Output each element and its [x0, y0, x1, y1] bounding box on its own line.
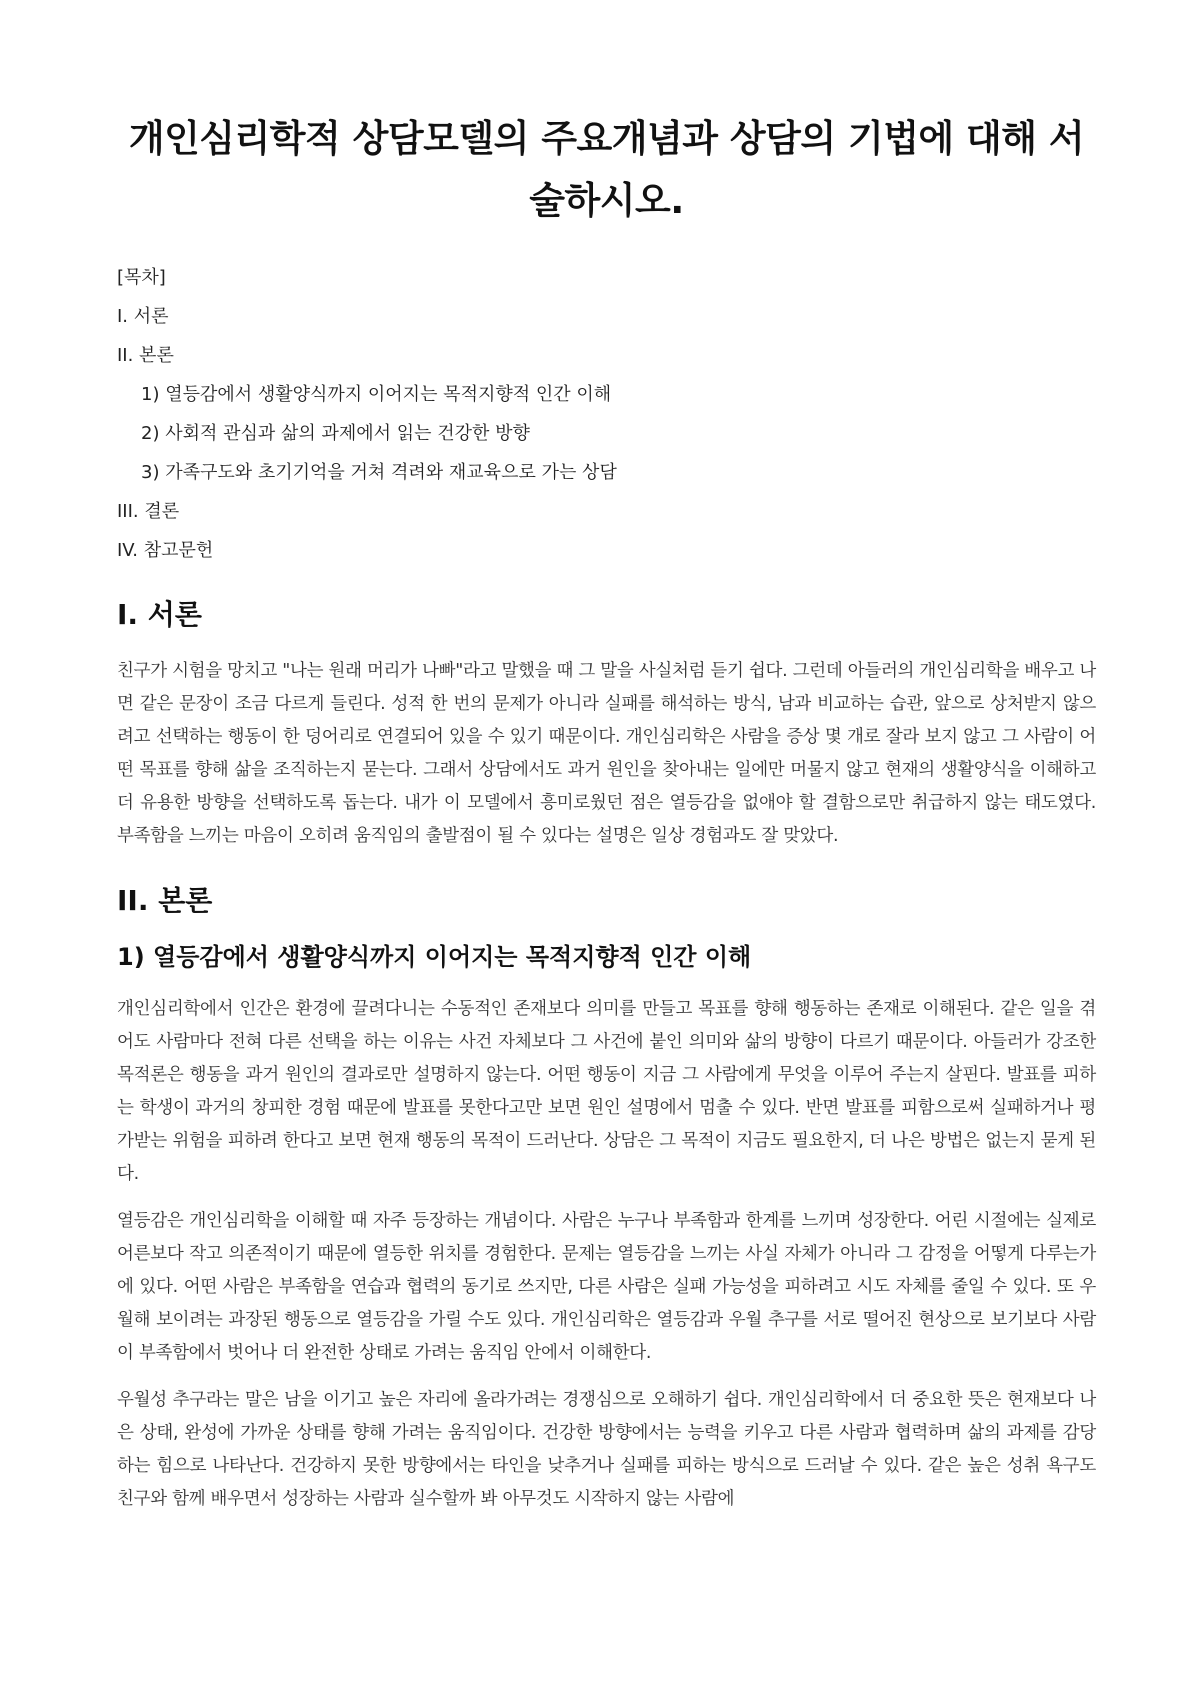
toc-subitem-2: 2) 사회적 관심과 삶의 과제에서 읽는 건강한 방향 [141, 423, 530, 444]
intro-heading: I. 서론 [117, 598, 202, 631]
toc-subitem-3: 3) 가족구도와 초기기억을 거쳐 격려와 재교육으로 가는 상담 [141, 462, 617, 483]
subsection-1-paragraph-3: 우월성 추구라는 말은 남을 이기고 높은 자리에 올라가려는 경쟁심으로 오해하기 쉽다. 개인심리학에서 더 중요한 뜻은 현재보다 나은 상태, 완성에 가까운 상태를 향해 가려는 움직임이다. 건강한 방향에서는 능력을 키우고 다른 사람과 협력하며 삶의 과제를 감당하는 힘으로 나타난다. 건강하지 못한 방향에서는 타인을 낮추거나 실패를 피하는 방식으로 드러날 수 있다. 같은 높은 성취 욕구도 친구와 함께 배우면서 성장하는 사람과 실수할까 봐 아무것도 시작하지 않는 사람에 [117, 1390, 1096, 1509]
toc-subitem-1: 1) 열등감에서 생활양식까지 이어지는 목적지향적 인간 이해 [141, 384, 612, 405]
intro-section [117, 597, 1096, 853]
body-heading: II. 본론 [117, 884, 213, 917]
toc-item-references: IV. 참고문헌 [117, 540, 214, 561]
document-title: 개인심리학적 상담모델의 주요개념과 상담의 기법에 대해 서술하시오. [128, 117, 1085, 222]
body-section [117, 883, 1096, 1516]
subsection-1-heading: 1) 열등감에서 생활양식까지 이어지는 목적지향적 인간 이해 [117, 943, 752, 971]
subsection-1-paragraph-2: 열등감은 개인심리학을 이해할 때 자주 등장하는 개념이다. 사람은 누구나 부족함과 한계를 느끼며 성장한다. 어린 시절에는 실제로 어른보다 작고 의존적이기 때문에 열등한 위치를 경험한다. 문제는 열등감을 느끼는 사실 자체가 아니라 그 감정을 어떻게 다루는가에 있다. 어떤 사람은 부족함을 연습과 협력의 동기로 쓰지만, 다른 사람은 실패 가능성을 피하려고 시도 자체를 줄일 수 있다. 또 우월해 보이려는 과장된 행동으로 열등감을 가릴 수도 있다. 개인심리학은 열등감과 우월 추구를 서로 떨어진 현상으로 보기보다 사람이 부족함에서 벗어나 더 완전한 상태로 가려는 움직임 안에서 이해한다. [117, 1211, 1096, 1363]
toc-item-body: II. 본론 [117, 345, 174, 366]
toc-heading: [목차] [117, 267, 166, 288]
table-of-contents [117, 266, 1096, 563]
toc-item-conclusion: III. 결론 [117, 501, 180, 522]
toc-item-intro: I. 서론 [117, 306, 169, 327]
intro-paragraph: 친구가 시험을 망치고 "나는 원래 머리가 나빠"라고 말했을 때 그 말을 사실처럼 듣기 쉽다. 그런데 아들러의 개인심리학을 배우고 나면 같은 문장이 조금 다르게 들린다. 성적 한 번의 문제가 아니라 실패를 해석하는 방식, 남과 비교하는 습관, 앞으로 상처받지 않으려고 선택하는 행동이 한 덩어리로 연결되어 있을 수 있기 때문이다. 개인심리학은 사람을 증상 몇 개로 잘라 보지 않고 그 사람이 어떤 목표를 향해 삶을 조직하는지 묻는다. 그래서 상담에서도 과거 원인을 찾아내는 일에만 머물지 않고 현재의 생활양식을 이해하고 더 유용한 방향을 선택하도록 돕는다. 내가 이 모델에서 흥미로웠던 점은 열등감을 없애야 할 결함으로만 취급하지 않는 태도였다. 부족함을 느끼는 마음이 오히려 움직임의 출발점이 될 수 있다는 설명은 일상 경험과도 잘 맞았다. [117, 661, 1096, 846]
subsection-1-paragraph-1: 개인심리학에서 인간은 환경에 끌려다니는 수동적인 존재보다 의미를 만들고 목표를 향해 행동하는 존재로 이해된다. 같은 일을 겪어도 사람마다 전혀 다른 선택을 하는 이유는 사건 자체보다 그 사건에 붙인 의미와 삶의 방향이 다르기 때문이다. 아들러가 강조한 목적론은 행동을 과거 원인의 결과로만 설명하지 않는다. 어떤 행동이 지금 그 사람에게 무엇을 이루어 주는지 살핀다. 발표를 피하는 학생이 과거의 창피한 경험 때문에 발표를 못한다고만 보면 원인 설명에서 멈출 수 있다. 반면 발표를 피함으로써 실패하거나 평가받는 위험을 피하려 한다고 보면 현재 행동의 목적이 드러난다. 상담은 그 목적이 지금도 필요한지, 더 나은 방법은 없는지 묻게 된다. [117, 999, 1096, 1184]
